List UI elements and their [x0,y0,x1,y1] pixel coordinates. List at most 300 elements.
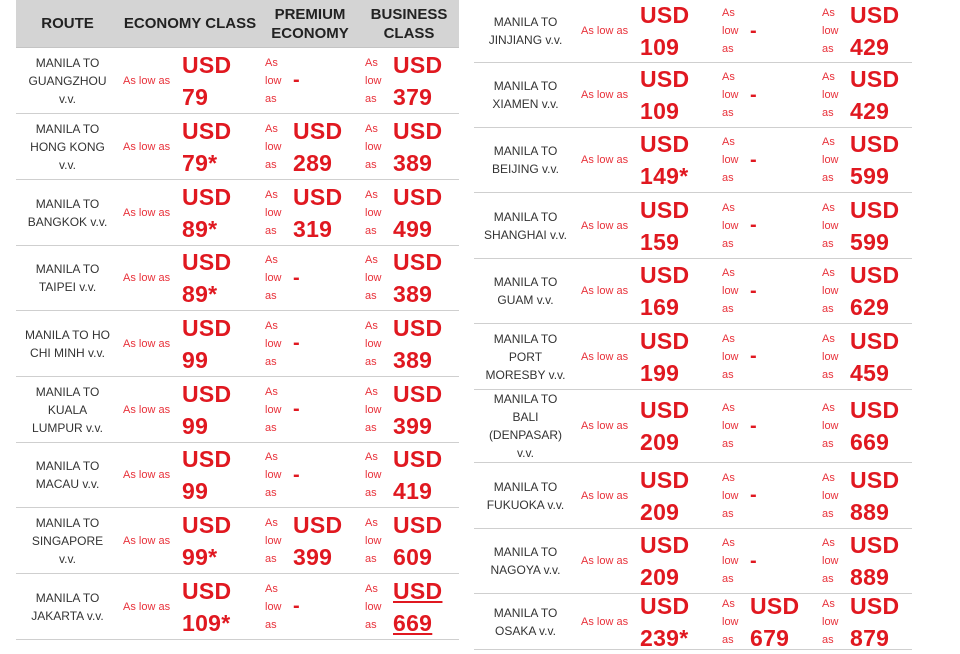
price-amount: 239* [640,624,689,651]
as-low-as-label [722,199,750,253]
economy-cell [577,0,718,62]
price-amount: 209 [640,429,680,455]
route-line: MANILA TO [35,515,100,530]
price-amount: 79 [182,83,209,110]
price-value [393,312,442,376]
as-low-as-word: as [722,237,734,250]
price-amount: 389 [393,281,433,307]
economy-cell [119,180,261,245]
business-cell [359,246,459,310]
table-row [474,63,912,128]
table-row [474,594,912,650]
as-low-as-word: As [365,319,378,332]
price-value [850,590,899,654]
as-low-as-label [265,54,293,108]
route-cell [474,128,577,192]
route-name [492,142,559,178]
price-amount: 379 [393,83,433,110]
no-fare-dash: - [750,549,757,572]
as-low-as-word: As [265,56,278,69]
as-low-as-word: low [365,206,382,219]
as-low-as-label [265,448,293,502]
price-amount: 629 [850,294,890,320]
as-low-as-word: low [265,206,282,219]
as-low-as-label [822,469,850,523]
route-line: BEIJING v.v. [492,162,559,176]
as-low-as-label [822,595,850,649]
price-value [850,394,899,458]
as-low-as-word: As [365,385,378,398]
route-line: MANILA TO [493,605,558,620]
price-currency: USD [850,592,900,619]
as-low-as-word: as [722,633,734,646]
price-currency: USD [850,397,900,423]
route-line: LUMPUR v.v. [32,420,103,435]
as-low-as-word: low [722,219,739,232]
no-fare-dash: - [750,279,757,302]
price-currency: USD [393,314,443,341]
price-amount: 89* [182,215,218,242]
price-currency: USD [850,262,900,288]
price-currency: USD [750,592,800,619]
premium-cell [718,529,816,593]
as-low-as-word: as [722,107,734,119]
table-row [474,529,912,594]
no-fare-dash: - [293,266,300,289]
as-low-as-word: As [822,201,835,214]
price-amount: 609 [393,543,433,570]
price-currency: USD [640,131,690,157]
as-low-as-word: As [822,71,835,83]
as-low-as-word: As [365,188,378,201]
table-row [474,324,912,390]
premium-cell [718,193,816,258]
price-currency: USD [850,327,900,354]
as-low-as-word: low [265,337,282,350]
business-cell [816,193,912,258]
route-line: PORT [508,349,543,364]
route-line: (DENPASAR) [488,428,563,442]
price-value [850,128,899,192]
price-currency: USD [182,380,232,407]
as-low-as-word: as [822,507,834,520]
as-low-as-word: As [822,7,835,19]
as-low-as-label [822,330,850,384]
route-cell [474,259,577,323]
as-low-as-word: As [722,332,735,345]
price-value [182,378,231,442]
as-low-as-word: As [365,451,378,463]
as-low-as-word: low [365,403,382,416]
as-low-as-label [365,54,393,108]
table-row [474,463,912,529]
route-name [489,13,563,49]
header-premium: PREMIUM ECONOMY [271,5,349,42]
price-value [293,181,342,245]
header-business: BUSINESS CLASS [370,5,448,42]
as-low-as-word: As [822,332,835,345]
as-low-as-label [822,399,850,453]
price-currency: USD [393,51,443,78]
as-low-as-word: as [365,618,377,631]
as-low-as-word: As [822,136,835,148]
as-low-as-word: low [822,615,839,628]
no-fare-dash: - [293,69,300,91]
as-low-as-word: As [365,56,378,69]
as-low-as-label [265,317,293,371]
economy-cell [119,377,261,442]
price-amount: 149* [640,163,689,189]
as-low-as-word: low [265,403,282,416]
as-low-as-word: as [265,421,277,434]
route-line: SINGAPORE [31,533,104,548]
price-currency: USD [640,466,690,493]
as-low-as-word: As [822,471,835,484]
price-currency: USD [182,314,232,341]
as-low-as-word: low [365,140,382,153]
table-row [16,48,459,114]
as-low-as-word: as [722,368,734,381]
as-low-as-word: As [722,201,735,214]
route-name [32,514,103,568]
as-low-as-word: As [365,254,378,266]
route-line: v.v. [59,91,76,106]
as-low-as-word: as [722,303,734,315]
table-row [474,0,912,63]
route-line: JAKARTA v.v. [31,608,104,623]
table-row [474,193,912,259]
as-low-as-word: low [822,555,839,567]
economy-cell [119,246,261,310]
price-value [393,575,442,639]
price-value [182,312,231,376]
route-line: FUKUOKA v.v. [486,497,565,512]
as-low-as-word: as [722,507,734,520]
no-fare-dash: - [750,19,757,42]
economy-cell [119,48,261,113]
route-name [31,589,103,625]
table-row [474,128,912,193]
price-currency: USD [182,51,232,78]
route-line: MANILA TO [35,121,100,136]
premium-cell [261,508,359,573]
as-low-as-label: As low as [123,74,171,87]
route-line: MANILA TO [35,590,100,605]
table-body [16,48,459,640]
price-amount: 889 [850,498,890,525]
price-value [182,246,231,310]
as-low-as-word: low [722,489,739,502]
as-low-as-word: As [822,267,835,279]
as-low-as-word: low [365,337,382,350]
economy-cell [577,390,718,462]
economy-cell [577,193,718,258]
as-low-as-word: As [722,136,735,148]
price-value [640,128,689,192]
premium-cell [718,324,816,389]
economy-cell [577,463,718,528]
as-low-as-label: As low as [581,219,629,232]
price-currency: USD [850,466,900,493]
as-low-as-word: As [265,319,278,332]
as-low-as-word: low [265,600,282,613]
business-cell [359,180,459,245]
price-value [850,0,899,63]
as-low-as-label [722,133,750,187]
price-currency: USD [393,446,443,472]
premium-cell [718,0,816,62]
price-currency: USD [850,532,900,558]
route-name [489,390,562,462]
as-low-as-label [265,383,293,437]
price-amount: 159 [640,228,680,255]
as-low-as-word: As [365,122,378,135]
premium-cell [261,377,359,442]
as-low-as-word: low [722,285,739,297]
no-fare-dash: - [750,484,757,506]
as-low-as-label [722,595,750,649]
as-low-as-label [365,514,393,568]
economy-cell [119,311,261,376]
price-amount: 399 [293,543,333,570]
route-line: NAGOYA v.v. [490,563,561,577]
route-cell [16,246,119,310]
price-value [750,590,799,654]
price-amount: 209 [640,498,680,525]
price-currency: USD [640,397,690,423]
as-low-as-label: As low as [581,89,629,101]
as-low-as-label: As low as [581,350,629,363]
as-low-as-word: low [365,74,382,87]
economy-cell [577,259,718,323]
as-low-as-word: as [365,158,377,171]
business-cell [816,594,912,649]
no-fare-dash: - [293,463,300,486]
as-low-as-label [822,264,850,318]
table-row [16,508,459,574]
price-currency: USD [182,117,232,144]
business-cell [816,463,912,528]
price-amount: 429 [850,98,890,124]
as-low-as-word: low [265,272,282,284]
as-low-as-word: as [722,438,734,450]
as-low-as-word: as [722,573,734,585]
price-currency: USD [293,511,343,538]
as-low-as-word: as [265,92,277,105]
route-line: MANILA TO [493,479,558,494]
fare-table-right [474,0,912,650]
route-name [25,326,110,362]
route-line: SHANGHAI v.v. [484,227,567,242]
route-line: TAIPEI v.v. [38,280,97,294]
economy-cell [577,128,718,192]
route-name [484,208,567,244]
route-line: BANGKOK v.v. [27,214,108,229]
route-name [32,383,103,437]
price-currency: USD [640,532,690,558]
as-low-as-word: low [822,154,839,166]
as-low-as-label [722,330,750,384]
as-low-as-word: As [265,122,278,135]
route-line: MANILA TO [35,459,100,473]
price-value [182,509,231,573]
as-low-as-word: As [722,597,735,610]
table-row [16,180,459,246]
as-low-as-label [722,534,750,588]
premium-cell [261,180,359,245]
premium-cell [261,246,359,310]
route-line: GUANGZHOU [28,73,107,88]
route-line: v.v. [59,551,76,566]
price-currency: USD [393,577,443,604]
price-amount: 109 [640,34,680,60]
premium-cell [718,259,816,323]
as-low-as-word: low [722,420,739,432]
as-low-as-word: low [365,534,382,547]
price-currency: USD [293,117,343,144]
business-cell [816,128,912,192]
route-line: MANILA TO [493,545,558,559]
route-name [30,120,105,174]
route-cell [474,529,577,593]
route-line: v.v. [517,446,534,460]
as-low-as-label: As low as [123,337,171,350]
price-value [182,443,231,507]
as-low-as-word: As [722,402,735,414]
economy-cell [119,508,261,573]
as-low-as-word: low [265,74,282,87]
price-currency: USD [393,183,443,210]
price-currency: USD [182,446,232,472]
as-low-as-word: as [822,368,834,381]
price-amount: 199 [640,359,680,386]
as-low-as-word: low [722,25,739,37]
business-cell [359,48,459,113]
table-body [474,0,912,650]
route-line: GUAM v.v. [497,293,554,307]
route-line: MANILA TO [493,392,558,406]
price-value [393,49,442,113]
price-currency: USD [850,196,900,223]
as-low-as-word: low [365,469,382,481]
business-cell [359,311,459,376]
price-currency: USD [640,327,690,354]
economy-cell [577,529,718,593]
as-low-as-word: as [722,172,734,184]
price-value [640,259,689,323]
price-amount: 429 [850,34,890,60]
price-amount: 669 [850,429,890,455]
price-value [393,246,442,310]
table-header [16,0,459,48]
business-cell [816,63,912,127]
as-low-as-word: low [265,469,282,481]
price-amount: 99 [182,478,209,504]
price-amount: 599 [850,163,890,189]
as-low-as-label [265,120,293,174]
route-cell [16,443,119,507]
as-low-as-word: As [722,537,735,549]
route-cell [474,463,577,528]
price-value [393,443,442,507]
table-row [474,390,912,463]
as-low-as-label [365,120,393,174]
as-low-as-label [265,514,293,568]
price-value [850,464,899,528]
table-row [16,246,459,311]
as-low-as-word: As [265,516,278,529]
as-low-as-word: low [822,89,839,101]
price-currency: USD [850,131,900,157]
route-cell [16,508,119,573]
as-low-as-label [365,186,393,240]
as-low-as-word: as [822,438,834,450]
as-low-as-label: As low as [123,469,171,481]
price-amount: 109 [640,98,680,124]
route-cell [16,48,119,113]
as-low-as-word: As [265,188,278,201]
as-low-as-label [822,68,850,122]
price-amount: 209 [640,564,680,590]
price-currency: USD [850,2,900,28]
price-amount: 389 [393,346,433,373]
route-line: OSAKA v.v. [495,623,556,638]
business-cell [816,324,912,389]
business-cell [359,377,459,442]
as-low-as-word: low [365,600,382,613]
as-low-as-word: As [265,451,278,463]
price-amount: 89* [182,281,218,307]
premium-cell [718,128,816,192]
as-low-as-word: as [822,172,834,184]
as-low-as-word: low [722,615,739,628]
as-low-as-label: As low as [581,154,629,166]
as-low-as-label [365,580,393,634]
as-low-as-label [722,264,750,318]
route-name [490,543,560,579]
as-low-as-word: As [265,385,278,398]
route-cell [474,324,577,389]
price-amount: 319 [293,215,333,242]
header-route: ROUTE [41,15,94,32]
route-line: MORESBY v.v. [485,367,566,382]
route-cell [474,390,577,462]
as-low-as-label [265,580,293,634]
price-value [393,378,442,442]
price-amount: 109* [182,609,231,636]
route-name [485,330,565,384]
as-low-as-word: As [365,516,378,529]
as-low-as-label: As low as [123,403,171,416]
route-line: v.v. [59,157,76,172]
route-cell [474,63,577,127]
price-amount: 499 [393,215,433,242]
route-cell [474,0,577,62]
as-low-as-word: As [722,71,735,83]
no-fare-dash: - [750,414,757,437]
price-value [182,181,231,245]
price-value [640,590,689,654]
route-line: KUALA [47,402,88,417]
no-fare-dash: - [293,332,300,354]
route-line: JINJIANG v.v. [488,33,563,47]
price-currency: USD [640,66,690,92]
route-name [36,260,100,296]
price-value [640,63,689,127]
route-line: MANILA TO HO [25,327,110,342]
as-low-as-label [722,399,750,453]
price-amount: 79* [182,149,218,176]
